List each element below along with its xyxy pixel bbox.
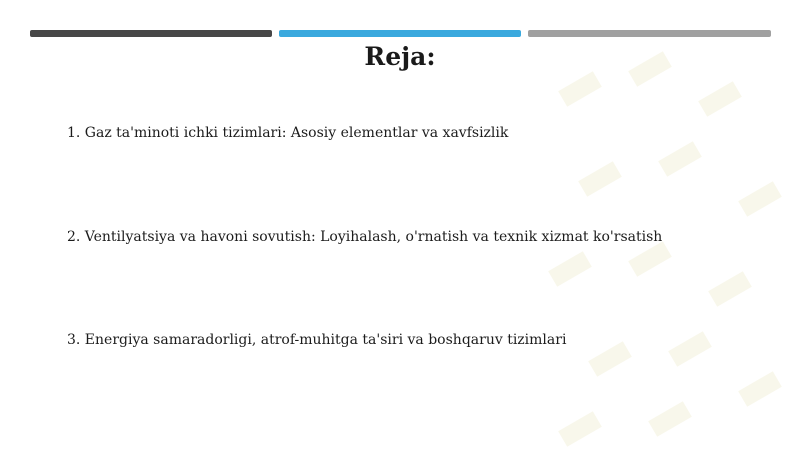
plan-item-2: 2. Ventilyatsiya va havoni sovutish: Loyihalash, o'rnatish va texnik xizmat ko'rsatish xyxy=(67,229,663,245)
plan-item-3: 3. Energiya samaradorligi, atrof-muhitga ta'siri va boshqaruv tizimlari xyxy=(67,332,567,348)
slide-title: Reja: xyxy=(364,42,436,71)
header-bar-blue xyxy=(279,30,521,37)
plan-item-1: 1. Gaz ta'minoti ichki tizimlari: Asosiy elementlar va xavfsizlik xyxy=(67,125,509,141)
header-bar-dark xyxy=(30,30,272,37)
header-bar-gray xyxy=(528,30,771,37)
